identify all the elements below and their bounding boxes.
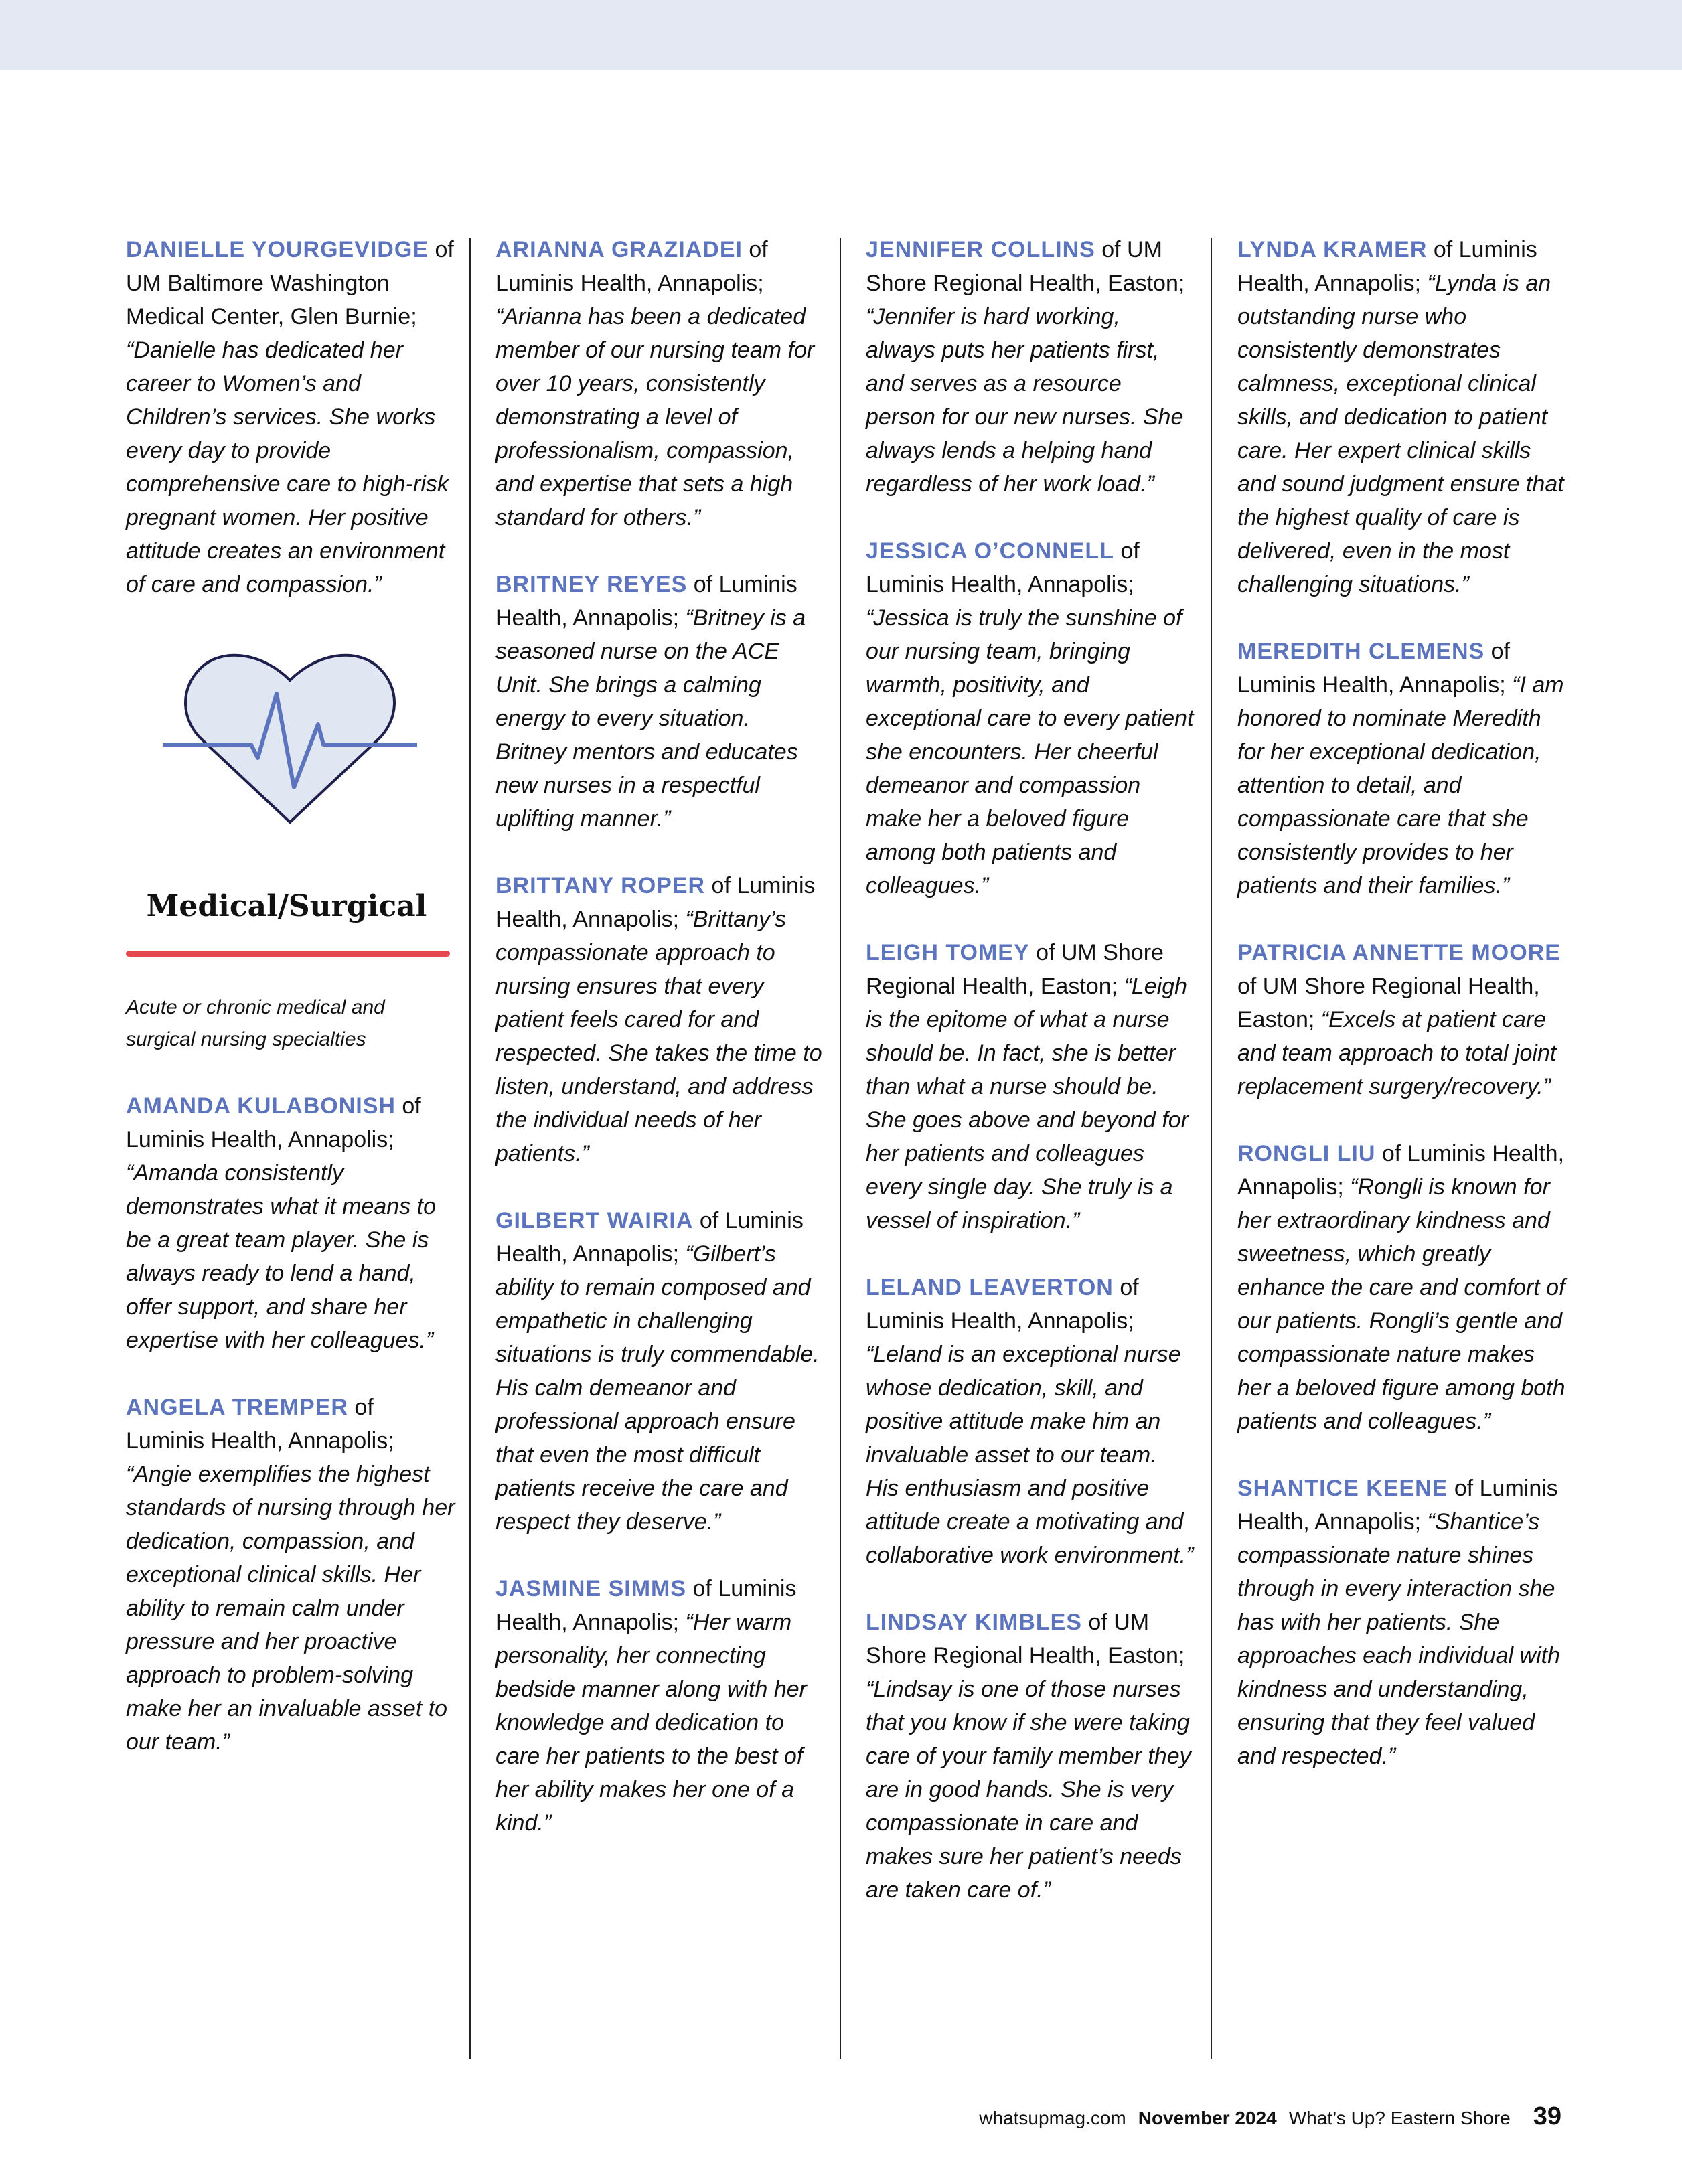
nominee-affiliation: of Luminis Health, Annapolis; [1237, 639, 1513, 698]
nominee-entry [495, 1204, 825, 1539]
section-description: Acute or chronic medical and surgical nursing specialties [126, 996, 385, 1050]
nominee-name: LINDSAY KIMBLES [866, 1610, 1082, 1635]
nominee-entry [126, 1089, 455, 1357]
column-4 [1237, 233, 1567, 1806]
nominee-quote: “Jessica is truly the sunshine of our nursing team, bringing warmth, positivity, and exceptional care to every patient she encounters. Her cheerful demeanor and compassion make her a beloved figure among both patients and colleagues.” [866, 605, 1194, 899]
nominee-quote: “Brittany’s compassionate approach to nursing ensures that every patient feels cared for and respected. She takes the time to listen, understand, and address the individual needs of her patients.” [495, 907, 822, 1166]
nominee-quote: “Angie exemplifies the highest standards of nursing through her dedication, compassion, and exceptional clinical skills. Her ability to remain calm under pressure and her proactive approach to problem-solving make her an invaluable asset to our team.” [126, 1462, 455, 1755]
nominee-entry [1237, 936, 1567, 1103]
column-2 [495, 233, 825, 1873]
nominee-name: SHANTICE KEENE [1237, 1476, 1448, 1501]
nominee-name: LEIGH TOMEY [866, 940, 1030, 965]
nominee-name: DANIELLE YOURGEVIDGE [126, 237, 429, 262]
nominee-entry [495, 869, 825, 1170]
nominee-name: LYNDA KRAMER [1237, 237, 1428, 262]
nominee-affiliation: of Luminis Health, Annapolis; [1237, 1476, 1558, 1535]
nominee-affiliation: of UM Shore Regional Health, Easton; [1237, 973, 1540, 1032]
section-icon [126, 635, 455, 856]
nominee-quote: “Lindsay is one of those nurses that you know if she were taking care of your family member they are in good hands. She is very compassionate in care and makes sure her patient’s needs are taken care of.” [866, 1676, 1191, 1903]
nominee-affiliation: of Luminis Health, Annapolis; [126, 1093, 421, 1152]
nominee-quote: “Excels at patient care and team approach to total joint replacement surgery/recovery.” [1237, 1007, 1557, 1099]
header-band [0, 0, 1682, 70]
nominee-quote: “Britney is a seasoned nurse on the ACE Unit. She brings a calming energy to every situation. Britney mentors and educates new nurses in a respectful uplifting manner.” [495, 605, 806, 832]
nominee-entry [866, 1271, 1195, 1572]
nominee-quote: “Gilbert’s ability to remain composed and empathetic in challenging situations is truly commendable. His calm demeanor and professional approach ensure that even the most difficult patients receive the care and respect they deserve.” [495, 1241, 820, 1535]
nominee-name: ARIANNA GRAZIADEI [495, 237, 743, 262]
nominee-name: AMANDA KULABONISH [126, 1093, 396, 1119]
nominee-quote: “Amanda consistently demonstrates what it means to be a great team player. She is always ready to lend a hand, offer support, and share her expertise with her colleagues.” [126, 1160, 437, 1353]
nominee-entry [1237, 1472, 1567, 1773]
nominee-name: JASMINE SIMMS [495, 1576, 687, 1602]
nominee-name: BRITTANY ROPER [495, 873, 706, 899]
footer-site: whatsupmag.com [979, 2108, 1126, 2128]
nominee-name: RONGLI LIU [1237, 1141, 1376, 1166]
nominee-name: GILBERT WAIRIA [495, 1208, 694, 1233]
nominee-entry [495, 1572, 825, 1840]
nominee-affiliation: of Luminis Health, Annapolis; [866, 1275, 1139, 1334]
nominee-entry [866, 936, 1195, 1237]
nominee-name: LELAND LEAVERTON [866, 1275, 1114, 1300]
column-1 [126, 233, 455, 1792]
page-footer [979, 2102, 1561, 2131]
nominee-entry [1237, 233, 1567, 601]
nominee-quote: “Leigh is the epitome of what a nurse should be. In fact, she is better than what a nurse should be. She goes above and beyond for her patients and colleagues every single day. She truly is a vessel of inspiration.” [866, 973, 1189, 1233]
heart-pulse-icon [163, 635, 417, 836]
nominee-affiliation: of Luminis Health, Annapolis; [495, 873, 816, 932]
nominee-affiliation: of Luminis Health, Annapolis; [495, 237, 768, 296]
nominee-name: JESSICA O’CONNELL [866, 538, 1114, 564]
nominee-entry [495, 568, 825, 836]
nominee-name: ANGELA TREMPER [126, 1395, 348, 1420]
nominee-affiliation: of Luminis Health, Annapolis; [495, 572, 797, 631]
nominee-affiliation: of Luminis Health, Annapolis; [866, 538, 1140, 597]
nominee-entry [866, 534, 1195, 903]
nominee-entry [126, 1391, 455, 1759]
nominee-quote: “I am honored to nominate Meredith for her exceptional dedication, attention to detail, and compassionate care that she consistently provides to her patients and their families.” [1237, 672, 1564, 899]
column-divider [469, 238, 471, 2059]
nominee-entry [866, 1606, 1195, 1907]
nominee-quote: “Her warm personality, her connecting bedside manner along with her knowledge and dedication to care her patients to the best of her ability makes her one of a kind.” [495, 1610, 807, 1836]
nominee-name: PATRICIA ANNETTE MOORE [1237, 940, 1561, 965]
nominee-quote: “Shantice’s compassionate nature shines through in every interaction she has with her patients. She approaches each individual with kindness and understanding, ensuring that they feel valued and respected.” [1237, 1509, 1560, 1769]
nominee-quote: “Leland is an exceptional nurse whose dedication, skill, and positive attitude make him an invaluable asset to our team. His enthusiasm and positive attitude create a motivating and collaborative work environment.” [866, 1342, 1194, 1568]
nominee-quote: “Rongli is known for her extraordinary kindness and sweetness, which greatly enhance the care and comfort of our patients. Rongli’s gentle and compassionate nature makes her a beloved figure among both patients and colleagues.” [1237, 1174, 1565, 1434]
nominee-affiliation: of Luminis Health, Annapolis; [126, 1395, 394, 1454]
nominee-name: MEREDITH CLEMENS [1237, 639, 1485, 664]
nominee-name: BRITNEY REYES [495, 572, 688, 597]
nominee-name: JENNIFER COLLINS [866, 237, 1095, 262]
footer-publication: What’s Up? Eastern Shore [1288, 2108, 1511, 2128]
nominee-affiliation: of UM Shore Regional Health, Easton; [866, 940, 1164, 999]
nominee-entry [495, 233, 825, 534]
page-number: 39 [1533, 2102, 1561, 2130]
nominee-affiliation: of UM Shore Regional Health, Easton; [866, 237, 1185, 296]
nominee-quote: “Danielle has dedicated her career to Women’s and Children’s services. She works every day to provide comprehensive care to high-risk pregnant women. Her positive attitude creates an environment of care and compassion.” [126, 337, 449, 597]
nominee-quote: “Lynda is an outstanding nurse who consistently demonstrates calmness, exceptional clinical skills, and dedication to patient care. Her expert clinical skills and sound judgment ensure that the highest quality of care is delivered, even in the most challenging situations.” [1237, 270, 1564, 597]
column-3 [866, 233, 1195, 1940]
nominee-entry [1237, 635, 1567, 903]
nominee-affiliation: of UM Shore Regional Health, Easton; [866, 1610, 1185, 1668]
nominee-quote: “Jennifer is hard working, always puts her patients first, and serves as a resource person for our new nurses. She always lends a helping hand regardless of her work load.” [866, 304, 1184, 497]
nominee-affiliation: of Luminis Health, Annapolis; [495, 1576, 797, 1635]
section-divider [126, 951, 450, 957]
nominee-affiliation: of Luminis Health, Annapolis; [1237, 1141, 1565, 1200]
nominee-affiliation: of UM Baltimore Washington Medical Center, Glen Burnie; [126, 237, 454, 329]
nominee-affiliation: of Luminis Health, Annapolis; [495, 1208, 804, 1267]
nominee-affiliation: of Luminis Health, Annapolis; [1237, 237, 1537, 296]
footer-issue: November 2024 [1138, 2108, 1277, 2128]
nominee-entry [866, 233, 1195, 501]
column-divider [1211, 238, 1212, 2059]
nominee-quote: “Arianna has been a dedicated member of our nursing team for over 10 years, consistently demonstrating a level of professionalism, compassion, and expertise that sets a high standard for others.” [495, 304, 815, 530]
section-title: Medical/Surgical [146, 889, 427, 923]
nominee-entry [126, 233, 455, 601]
nominee-entry [1237, 1137, 1567, 1438]
column-divider [840, 238, 841, 2059]
